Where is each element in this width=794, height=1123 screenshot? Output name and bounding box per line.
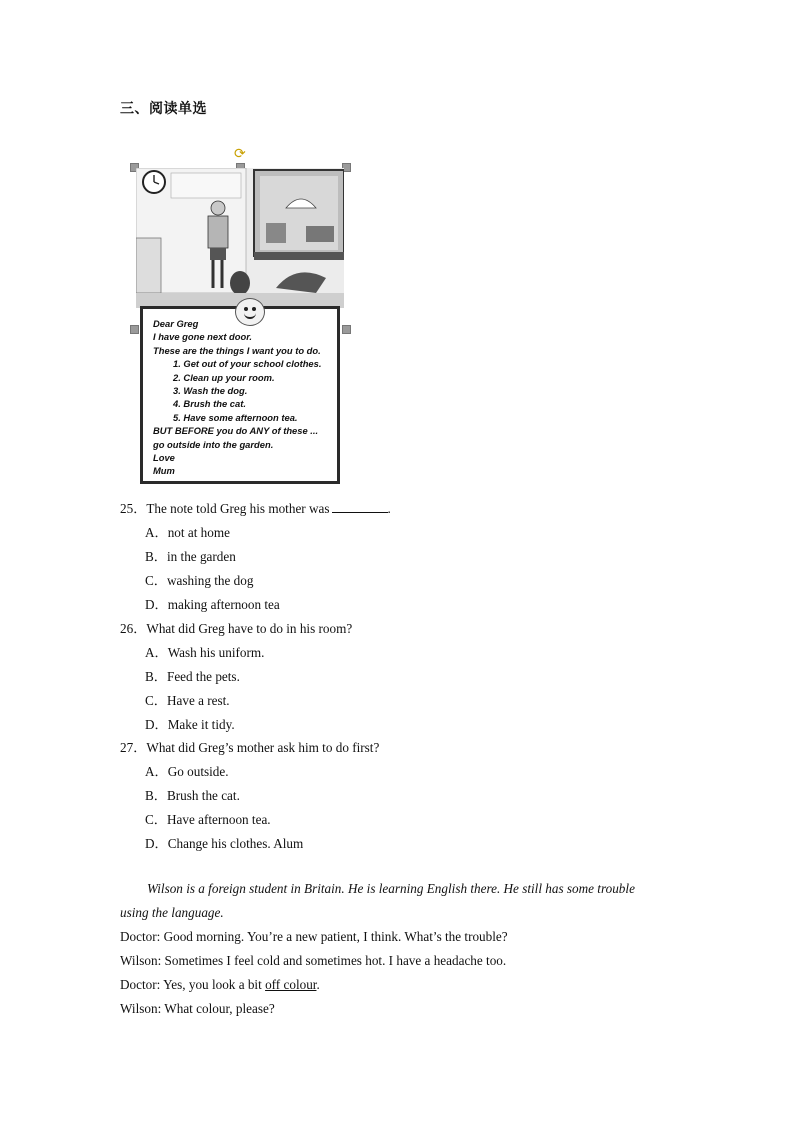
- option-25-d[interactable]: D．making afternoon tea: [145, 597, 280, 612]
- note-line: I have gone next door.: [153, 331, 252, 343]
- option-27-a[interactable]: A．Go outside.: [145, 764, 229, 779]
- answer-blank: [332, 502, 388, 513]
- dialogue-line-doctor: [120, 977, 320, 993]
- dialogue-text-end: .: [316, 977, 320, 992]
- note-line: These are the things I want you to do.: [153, 344, 321, 356]
- reading-illustration[interactable]: [130, 146, 350, 490]
- dialogue-line: Wilson: Sometimes I feel cold and sometimes hot. I have a headache too.: [120, 953, 507, 968]
- note-line: BUT BEFORE you do ANY of these ...: [153, 425, 319, 437]
- kitchen-scene-image: [136, 168, 344, 308]
- passage-intro-cont: using the language.: [120, 905, 224, 920]
- note-item: 2. Clean up your room.: [173, 371, 275, 383]
- underlined-phrase: off colour: [265, 977, 317, 992]
- note-closing: Love: [153, 452, 175, 464]
- question-stem-end: .: [387, 501, 391, 516]
- note-greeting: Dear Greg: [153, 318, 199, 329]
- dialogue-text: Doctor: Yes, you look a bit: [120, 977, 266, 992]
- option-26-d[interactable]: D．Make it tidy.: [145, 717, 235, 732]
- option-25-b[interactable]: B．in the garden: [145, 549, 236, 564]
- kitchen-scene-drawing: [136, 168, 344, 308]
- smiley-face-icon: [235, 298, 265, 326]
- option-27-c[interactable]: C．Have afternoon tea.: [145, 812, 271, 827]
- rotate-handle-icon[interactable]: ⟳: [234, 146, 246, 162]
- dialogue-line: Wilson: What colour, please?: [120, 1001, 275, 1016]
- question-25: [120, 498, 391, 517]
- note-item: 3. Wash the dog.: [173, 385, 248, 397]
- resize-handle-left[interactable]: [130, 325, 139, 334]
- option-26-b[interactable]: B．Feed the pets.: [145, 669, 240, 684]
- option-25-c[interactable]: C．washing the dog: [145, 573, 254, 588]
- option-26-a[interactable]: A．Wash his uniform.: [145, 645, 265, 660]
- note-item: 5. Have some afternoon tea.: [173, 411, 298, 423]
- question-stem: 25．The note told Greg his mother was: [120, 501, 330, 516]
- note-item: 4. Brush the cat.: [173, 398, 246, 410]
- note-line: go outside into the garden.: [153, 438, 274, 450]
- option-27-b[interactable]: B．Brush the cat.: [145, 788, 240, 803]
- note-signature: Mum: [153, 465, 175, 477]
- option-26-c[interactable]: C．Have a rest.: [145, 693, 230, 708]
- note-item: 1. Get out of your school clothes.: [173, 358, 322, 370]
- dialogue-line: Doctor: Good morning. You’re a new patient, I think. What’s the trouble?: [120, 929, 508, 944]
- option-25-a[interactable]: A．not at home: [145, 525, 230, 540]
- resize-handle-right[interactable]: [342, 325, 351, 334]
- passage-intro: Wilson is a foreign student in Britain. He is learning English there. He still has some trouble: [147, 881, 635, 896]
- question-27: 27．What did Greg’s mother ask him to do first?: [120, 740, 380, 755]
- question-26: 26．What did Greg have to do in his room?: [120, 621, 353, 636]
- note-to-greg: [140, 306, 340, 484]
- section-title: 三、阅读单选: [120, 101, 207, 117]
- option-27-d[interactable]: D．Change his clothes. Alum: [145, 836, 304, 851]
